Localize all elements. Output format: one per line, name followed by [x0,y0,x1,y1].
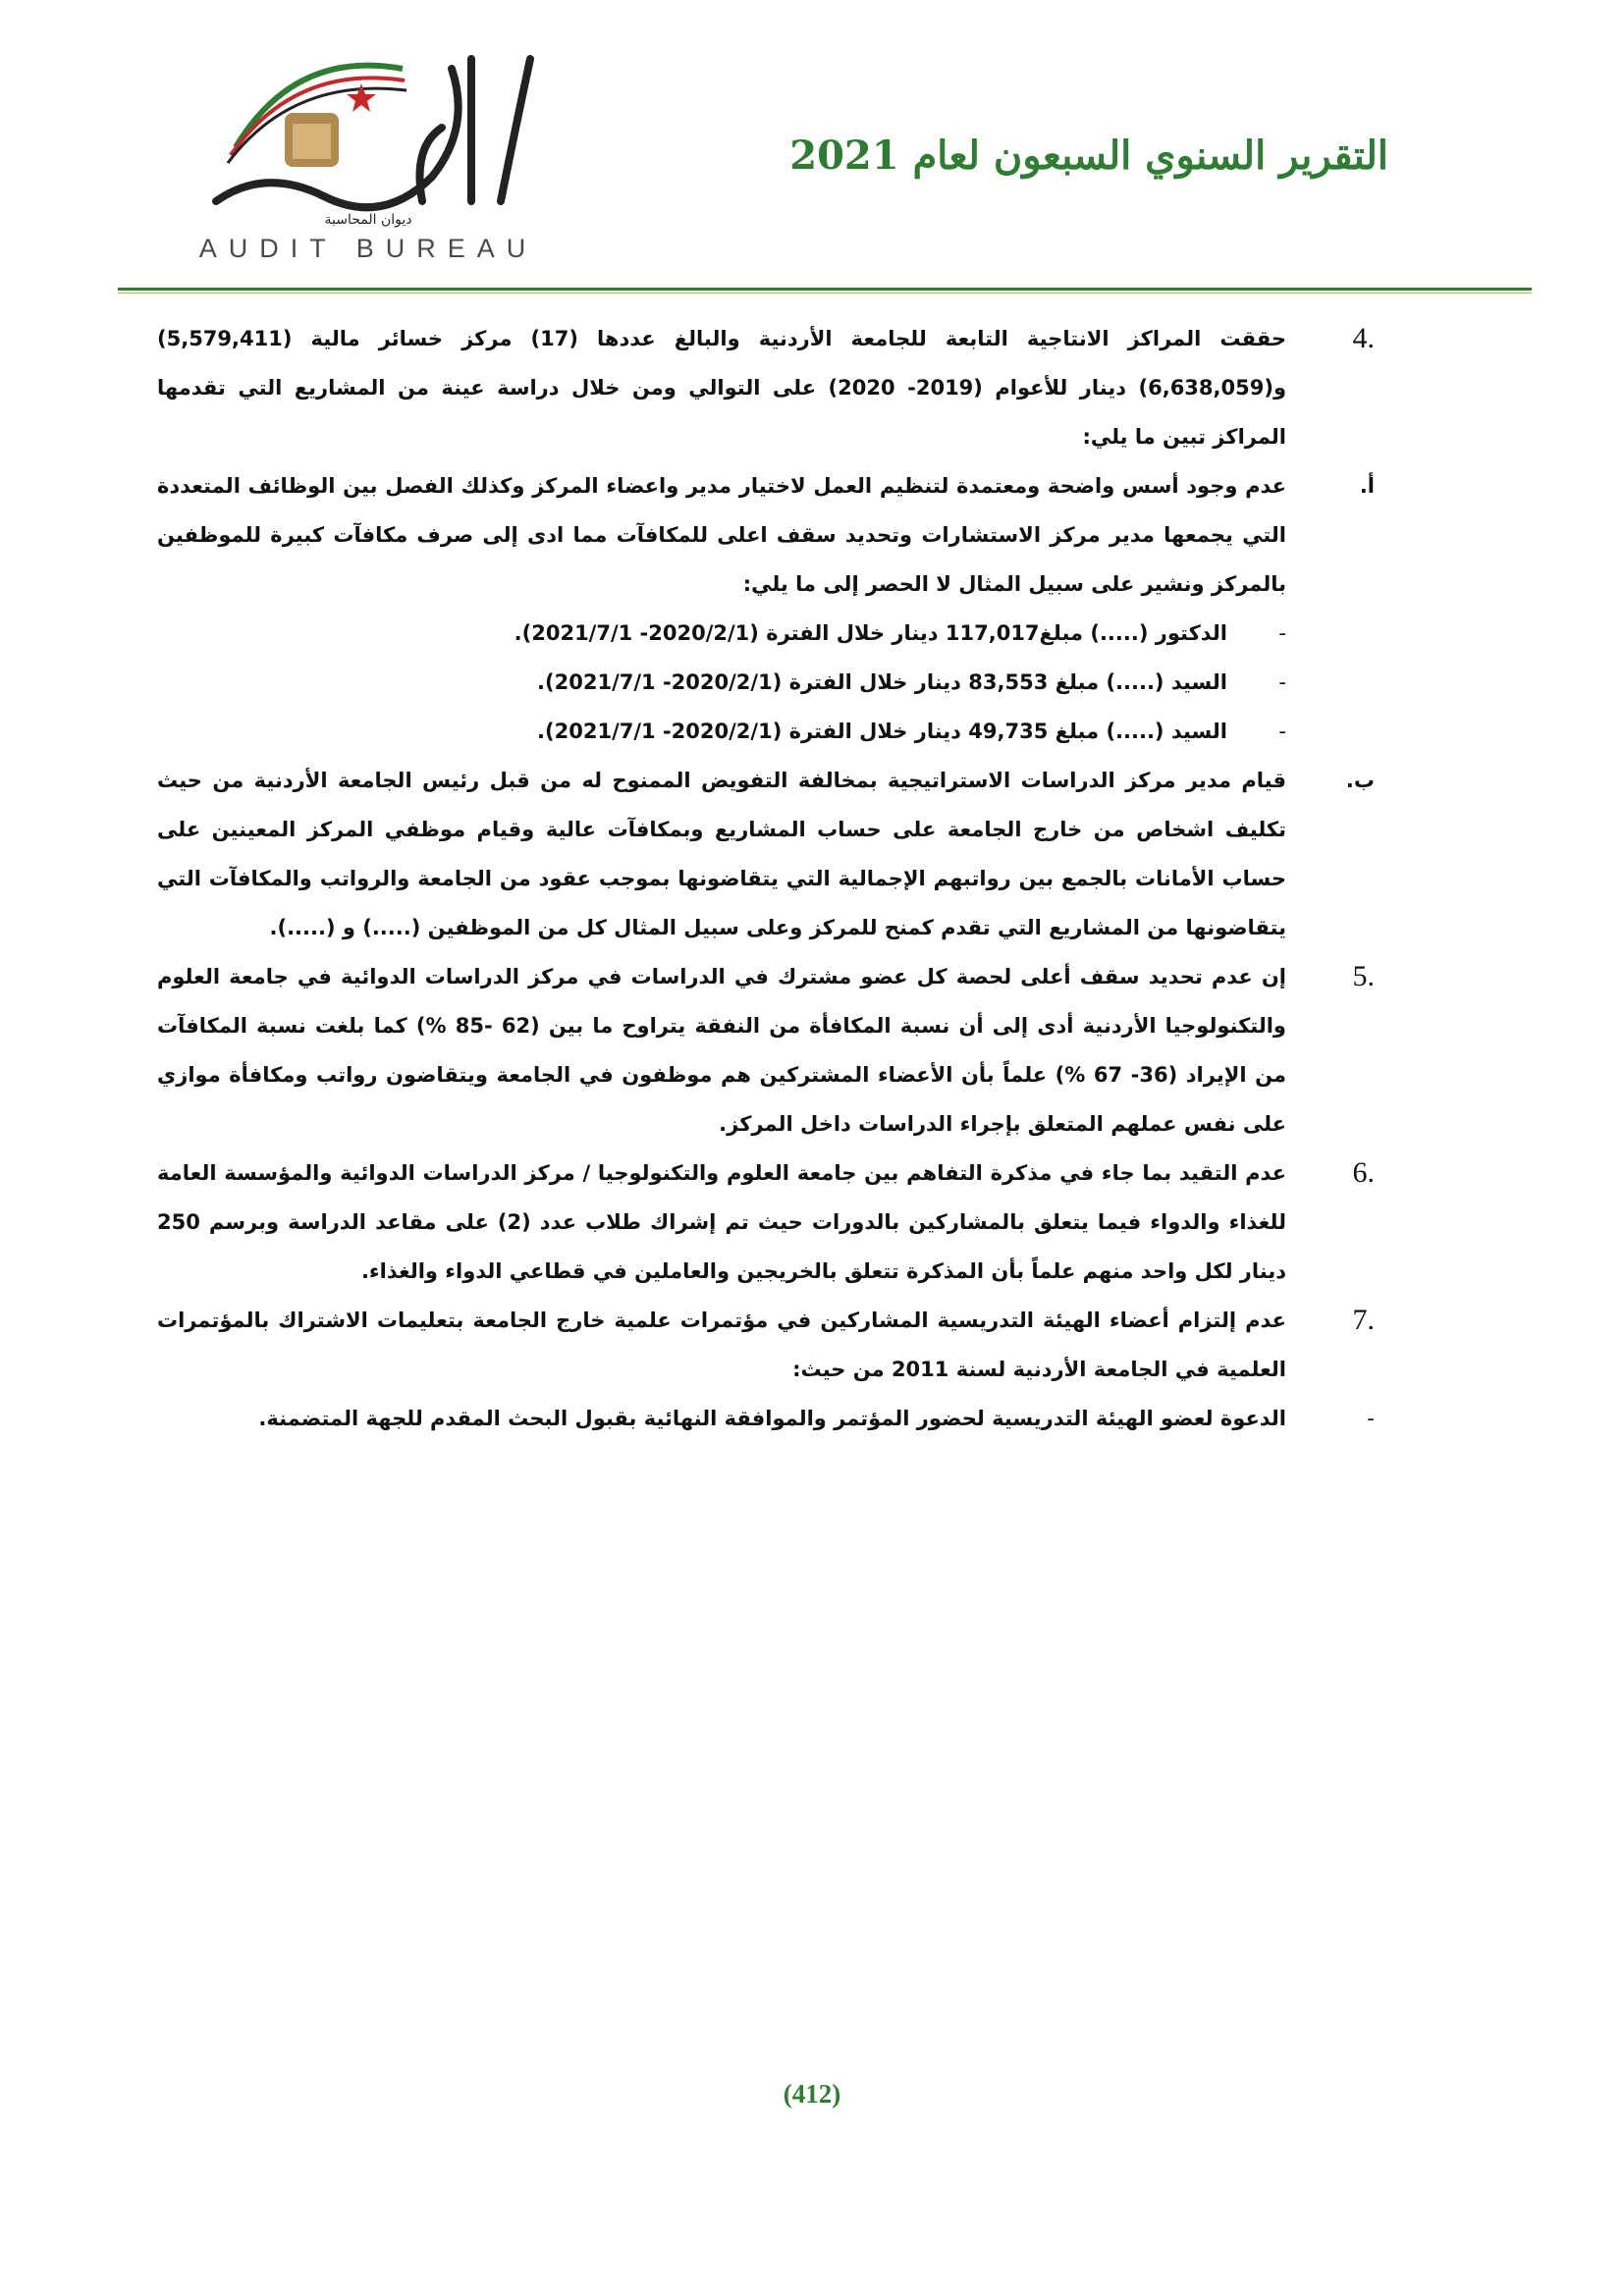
sub-item-b [157,756,1375,952]
sub-item-text: عدم وجود أسس واضحة ومعتمدة لتنظيم العمل لاختيار مدير واعضاء المركز وكذلك الفصل بين الوظائف المتعددة التي يجمعها مدير مركز الاستشارات وتحديد سقف اعلى للمكافآت مما ادى إلى صرف مكافآت كبيرة للموظفين بالمركز ونشير على سبيل المثال لا الحصر إلى ما يلي: [157,474,1286,596]
item-6 [157,1148,1375,1296]
page-number: (412) [783,2079,841,2109]
page-header [0,0,1624,294]
item-7 [157,1296,1375,1394]
sub-item-a [157,461,1375,609]
item-number: 4. [1352,322,1375,354]
list-item: - السيد (.....) مبلغ 49,735 دينار خلال الفترة (2020/2/1- 2021/7/1). [157,707,1286,756]
list-item: - الدكتور (.....) مبلغ117,017 دينار خلال الفترة (2020/2/1- 2021/7/1). [157,609,1286,658]
dash-point-text: الدعوة لعضو الهيئة التدريسية لحضور المؤتمر والموافقة النهائية بقبول البحث المقدم للجهة المتضمنة. [258,1407,1286,1430]
header-divider [118,288,1532,291]
document-body [157,314,1375,1443]
item-text: عدم التقيد بما جاء في مذكرة التفاهم بين جامعة العلوم والتكنولوجيا / مركز الدراسات الدوائية والمؤسسة العامة للغذاء والدواء فيما يتعلق بالمشاركين بالدورات حيث تم إشراك طلاب عدد (2) على مقاعد الدراسة وبرسم 250 دينار لكل واحد منهم علماً بأن المذكرة تتعلق بالخريجين والعاملين في قطاعي الدواء والغذاء. [157,1161,1286,1283]
item-5 [157,952,1375,1148]
item-text: عدم إلتزام أعضاء الهيئة التدريسية المشاركين في مؤتمرات علمية خارج الجامعة بتعليمات الاشتراك بالمؤتمرات العلمية في الجامعة الأردنية لسنة 2011 من حيث: [157,1308,1286,1381]
item-text: إن عدم تحديد سقف أعلى لحصة كل عضو مشترك في الدراسات في مركز الدراسات الدوائية في جامعة العلوم والتكنولوجيا الأردنية أدى إلى أن نسبة المكافأة من النفقة يتراوح ما بين (62 -85 %) كما بلغت نسبة المكافآت من الإيراد (36- 67 %) علماً بأن الأعضاء المشتركين هم موظفون في الجامعة ويتقاضون رواتب ومكافأة موازي على نفس عملهم المتعلق بإجراء الدراسات داخل المركز. [157,965,1286,1136]
logo-calligraphy [177,29,560,231]
item-number: 6. [1352,1156,1375,1189]
logo-arabic-text: ديوان المحاسبة [324,212,412,228]
payments-list [157,609,1375,756]
item-text: حققت المراكز الانتاجية التابعة للجامعة الأردنية والبالغ عددها (17) مركز خسائر مالية (5,579,411) و(6,638,059) دينار للأعوام (2019- 2020) على التوالي ومن خلال دراسة عينة من المشاريع التي تقدمها المراكز تبين ما يلي: [157,327,1287,449]
sub-item-letter: أ. [1359,474,1375,498]
sub-item-text: قيام مدير مركز الدراسات الاستراتيجية بمخالفة التفويض الممنوح له من قبل رئيس الجامعة الأردنية من حيث تكليف اشخاص من خارج الجامعة على حساب المشاريع وبمكافآت عالية وقيام موظفي المركز المعينين على حساب الأمانات بالجمع بين رواتبهم الإجمالية التي يتقاضونها بموجب عقود من الجامعة والرواتب والمكافآت التي يتقاضونها من المشاريع التي تقدم كمنح للمركز وعلى سبيل المثال كل من الموظفين (.....) و (.....). [157,769,1286,939]
item-7-dash-point [157,1394,1375,1443]
sub-item-letter: ب. [1345,769,1375,792]
item-number: 7. [1352,1304,1375,1336]
logo-calligraphy-strokes [216,59,530,207]
audit-bureau-logo [177,29,560,263]
logo-subtitle: AUDIT BUREAU [198,234,538,263]
report-title: التقرير السنوي السبعون لعام 2021 [789,133,1388,179]
item-4 [157,314,1375,461]
dash-marker: - [1367,1407,1375,1430]
item-number: 5. [1352,960,1375,992]
list-item: - السيد (.....) مبلغ 83,553 دينار خلال الفترة (2020/2/1- 2021/7/1). [157,658,1286,707]
header-divider-thin [118,293,1532,294]
